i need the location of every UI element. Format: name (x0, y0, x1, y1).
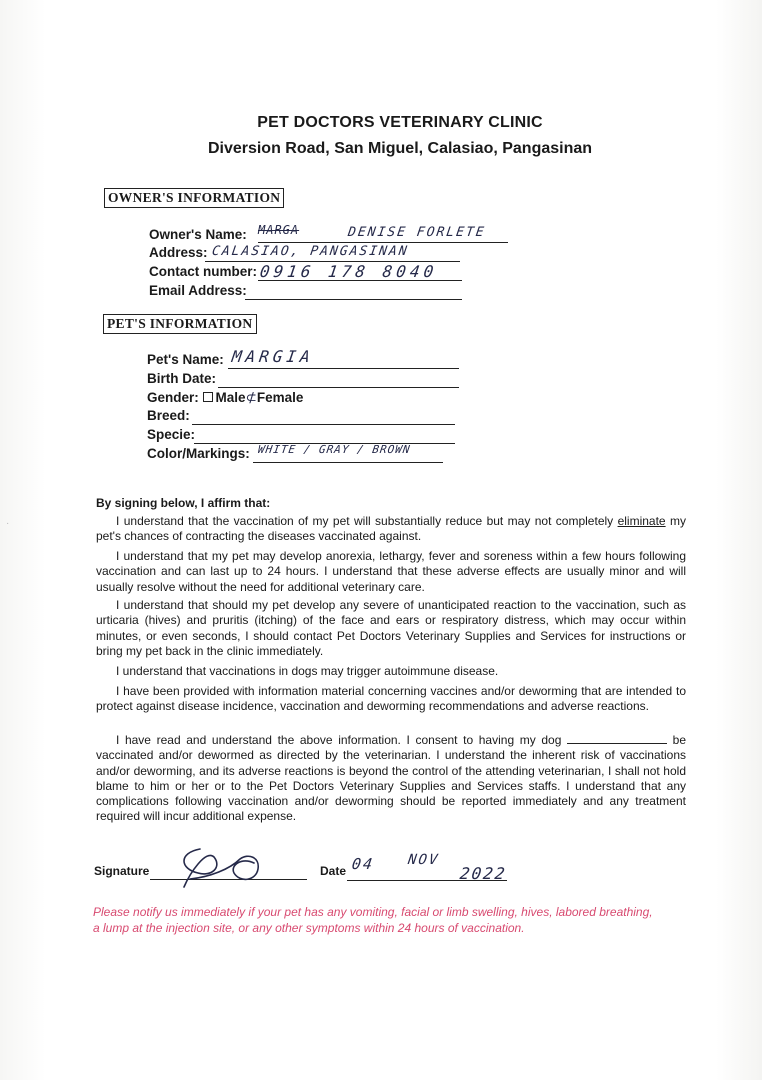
owner-section-title: OWNER'S INFORMATION (104, 188, 284, 208)
owner-name-value: DENISE FORLETE (346, 225, 487, 240)
breed-label: Breed: (147, 408, 190, 423)
gender-male-checkbox[interactable] (203, 392, 213, 402)
signature-label: Signature (94, 864, 150, 878)
gender-label: Gender: (147, 390, 199, 405)
email-label: Email Address: (149, 283, 247, 298)
owner-name-label: Owner's Name: (149, 227, 247, 242)
owner-name-struck: MARGA (258, 223, 300, 237)
p1-text-b: my pet's chances of contracting the diseases vaccinated against. (96, 514, 686, 544)
clinic-address: Diversion Road, San Miguel, Calasiao, Pangasinan (207, 140, 593, 157)
edge-mark: · (6, 518, 10, 529)
gender-male-label: Male (215, 390, 246, 405)
notice-text: Please notify us immediately if your pet has any vomiting, facial or limb swelling, hives, labored breathing, a lump at the injection site, or any other symptoms within 24 hours of vaccination. (93, 905, 653, 935)
affirmation-paragraph-1 (96, 514, 686, 545)
pet-section-title: PET'S INFORMATION (103, 314, 257, 334)
p6-text-b: be vaccinated and/or dewormed as directed by the veterinarian. I understand the inherent risk of vaccinations and/or deworming, and its adverse reactions is beyond the control of the attending veterinarian, I shall not hold blame to him or her or to the Pet Doctors Veterinary Supplies and Services staffs. I understand that any complications following vaccination and/or deworming should be reported immediately and any treatment required will incur additional expense. (96, 733, 686, 824)
clinic-name: PET DOCTORS VETERINARY CLINIC (257, 114, 543, 131)
gender-row (147, 390, 303, 406)
p1-text-a: I understand that the vaccination of my pet will substantially reduce but may not completely (116, 514, 618, 528)
breed-line[interactable] (192, 424, 455, 425)
address-label: Address: (149, 245, 208, 260)
affirmation-paragraph-4: I understand that vaccinations in dogs may trigger autoimmune disease. (116, 664, 499, 678)
pet-name-line[interactable] (228, 368, 459, 369)
date-label: Date (320, 864, 347, 878)
affirmation-paragraph-6 (96, 733, 686, 825)
affirmation-paragraph-5: I have been provided with information material concerning vaccines and/or deworming that are intended to protect against disease incidence, vaccination and deworming recommendations and adverse reactions. (96, 684, 686, 714)
date-month: NOV (406, 852, 441, 868)
contact-value: 0916 178 8040 (258, 262, 439, 281)
birth-date-line[interactable] (218, 387, 459, 388)
dog-name-blank[interactable] (567, 733, 667, 744)
owner-name-line[interactable] (258, 242, 508, 243)
affirmation-heading: By signing below, I affirm that: (96, 496, 271, 510)
color-markings-value: WHITE / GRAY / BROWN (257, 443, 412, 456)
address-value: CALASIAO, PANGASINAN (210, 244, 410, 259)
gender-female-label: Female (256, 390, 304, 405)
email-line[interactable] (245, 299, 462, 300)
date-day: 04 (350, 855, 376, 873)
gender-female-mark: ⊄ (245, 390, 257, 405)
contact-label: Contact number: (149, 264, 257, 279)
p6-text-a: I have read and understand the above information. I consent to having my dog (116, 733, 568, 747)
affirmation-paragraph-2: I understand that my pet may develop anorexia, lethargy, fever and soreness within a few hours following vaccination and can last up to 24 hours. I understand that these adverse effects are usually minor and will usually resolve without the need for additional veterinary care. (96, 549, 686, 594)
color-markings-label: Color/Markings: (147, 446, 250, 461)
birth-date-label: Birth Date: (147, 371, 217, 386)
affirmation-paragraph-3: I understand that should my pet develop any severe of unanticipated reaction to the vaccination, such as urticaria (hives) and pruritis (itching) of the face and ears or respiratory distress, which may occur within minutes, or even seconds, I should contact Pet Doctors Veterinary Supplies and Services for instructions or bring my pet back in the clinic immediately. (96, 598, 686, 658)
pet-name-value: MARGIA (230, 347, 316, 366)
date-year: 2022 (458, 864, 508, 883)
p1-underlined: eliminate (617, 514, 666, 528)
specie-label: Specie: (147, 427, 196, 442)
pet-name-label: Pet's Name: (147, 352, 224, 367)
signature-scribble (170, 843, 280, 893)
color-markings-line[interactable] (253, 462, 443, 463)
